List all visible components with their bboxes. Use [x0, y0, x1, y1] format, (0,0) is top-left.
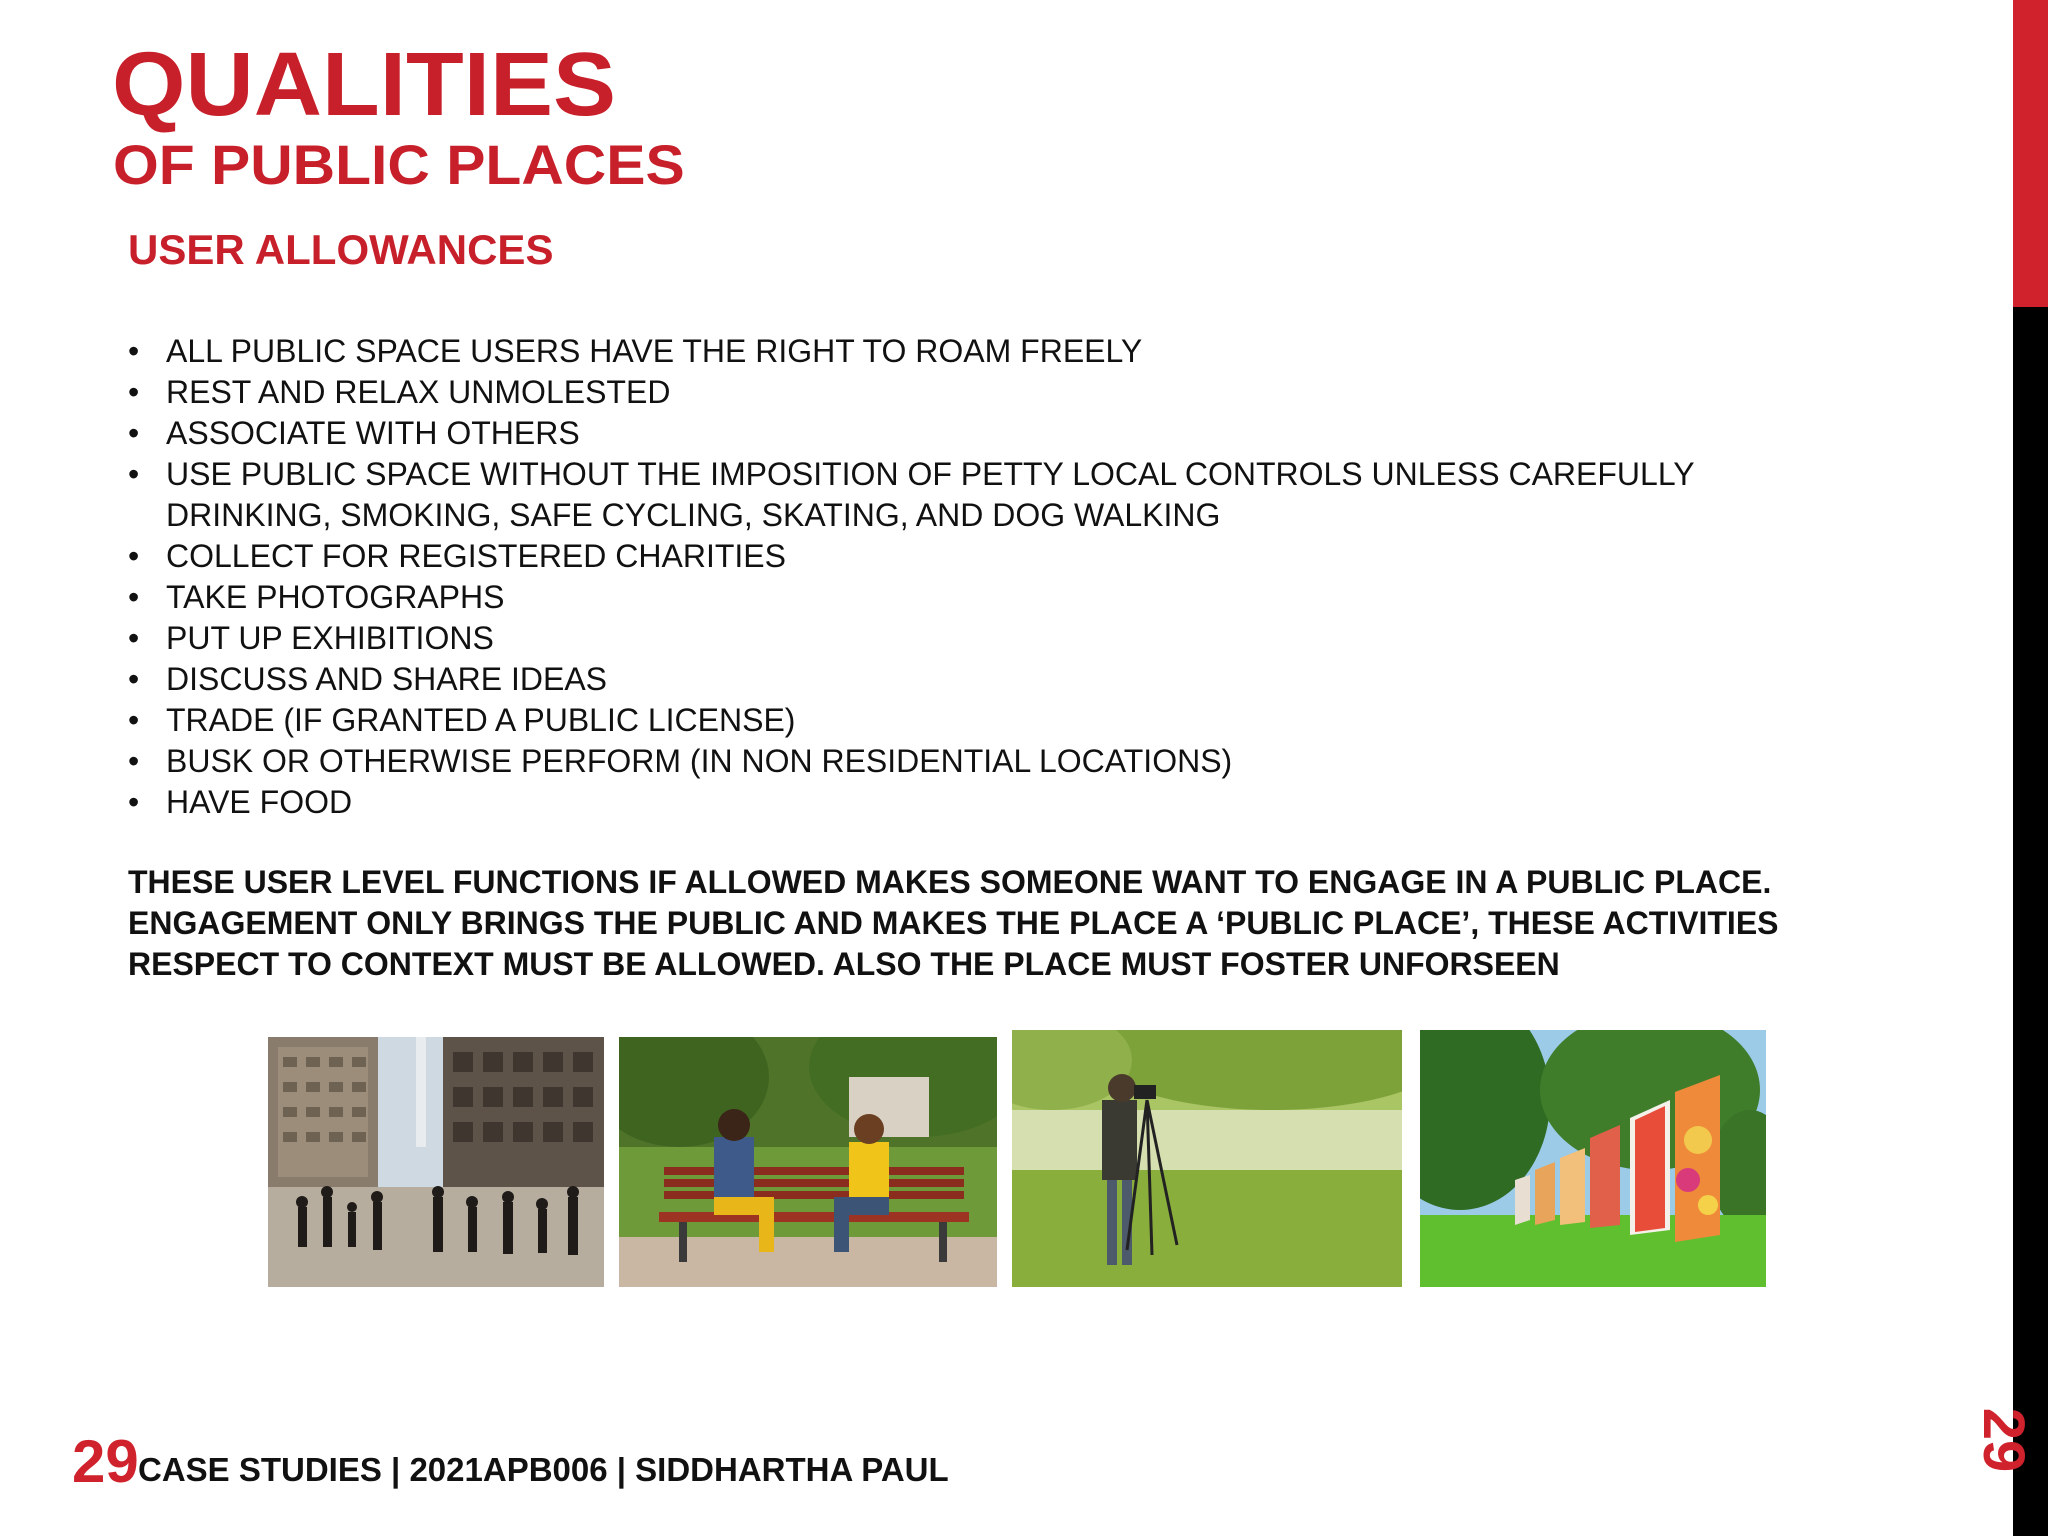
list-item	[128, 413, 1888, 454]
bullet-icon: •	[128, 456, 140, 492]
list-item	[128, 577, 1888, 618]
bullet-icon: •	[128, 374, 140, 410]
list-item	[128, 700, 1888, 741]
paragraph-line: THESE USER LEVEL FUNCTIONS IF ALLOWED MAKES SOMEONE WANT TO ENGAGE IN A PUBLIC PLACE.	[128, 864, 1772, 900]
list-item-text: COLLECT FOR REGISTERED CHARITIES	[166, 538, 786, 574]
list-item	[128, 659, 1888, 700]
list-item	[128, 454, 1828, 536]
bullet-icon: •	[128, 702, 140, 738]
photo-park-bench	[619, 1037, 997, 1287]
photo-exhibition	[1420, 1030, 1766, 1287]
list-item	[128, 741, 1888, 782]
list-item-text: TRADE (IF GRANTED A PUBLIC LICENSE)	[166, 702, 796, 738]
photo-photographer	[1012, 1030, 1402, 1287]
list-item-text: REST AND RELAX UNMOLESTED	[166, 374, 671, 410]
footer-text: CASE STUDIES | 2021APB006 | SIDDHARTHA PAUL	[138, 1451, 949, 1488]
section-heading: USER ALLOWANCES	[128, 226, 554, 273]
list-item	[128, 618, 1888, 659]
list-item	[128, 536, 1888, 577]
bullet-icon: •	[128, 661, 140, 697]
side-page-number: 29	[1971, 1407, 2036, 1473]
list-item-text: HAVE FOOD	[166, 784, 353, 820]
paragraph-line: ENGAGEMENT ONLY BRINGS THE PUBLIC AND MAKES THE PLACE A ‘PUBLIC PLACE’, THESE ACTIVITIES	[128, 905, 1779, 941]
summary-paragraph	[128, 862, 1908, 985]
list-item-text: DISCUSS AND SHARE IDEAS	[166, 661, 607, 697]
list-item	[128, 372, 1888, 413]
bullet-icon: •	[128, 620, 140, 656]
side-bar	[2013, 0, 2048, 1536]
list-item-text: TAKE PHOTOGRAPHS	[166, 579, 505, 615]
photo-city-street	[268, 1037, 604, 1287]
bullet-icon: •	[128, 743, 140, 779]
paragraph-line: RESPECT TO CONTEXT MUST BE ALLOWED. ALSO THE PLACE MUST FOSTER UNFORSEEN	[128, 946, 1560, 982]
list-item	[128, 782, 1888, 823]
list-item-text: USE PUBLIC SPACE WITHOUT THE IMPOSITION OF PETTY LOCAL CONTROLS UNLESS CAREFULLY DRINKING, SMOKING, SAFE CYCLING, SKATING, AND DOG WALKING	[166, 456, 1695, 533]
side-bar-accent	[2013, 0, 2048, 307]
list-item-text: ALL PUBLIC SPACE USERS HAVE THE RIGHT TO ROAM FREELY	[166, 333, 1143, 369]
bullet-icon: •	[128, 579, 140, 615]
bullet-icon: •	[128, 415, 140, 451]
page-title: QUALITIES	[112, 35, 617, 135]
list-item-text: BUSK OR OTHERWISE PERFORM (IN NON RESIDENTIAL LOCATIONS)	[166, 743, 1233, 779]
bullet-icon: •	[128, 784, 140, 820]
list-item	[128, 331, 1888, 372]
page-subtitle: OF PUBLIC PLACES	[113, 133, 685, 196]
footer-page-number: 29	[72, 1428, 139, 1495]
list-item-text: PUT UP EXHIBITIONS	[166, 620, 494, 656]
bullet-icon: •	[128, 333, 140, 369]
allowances-list	[128, 331, 1888, 823]
bullet-icon: •	[128, 538, 140, 574]
list-item-text: ASSOCIATE WITH OTHERS	[166, 415, 580, 451]
